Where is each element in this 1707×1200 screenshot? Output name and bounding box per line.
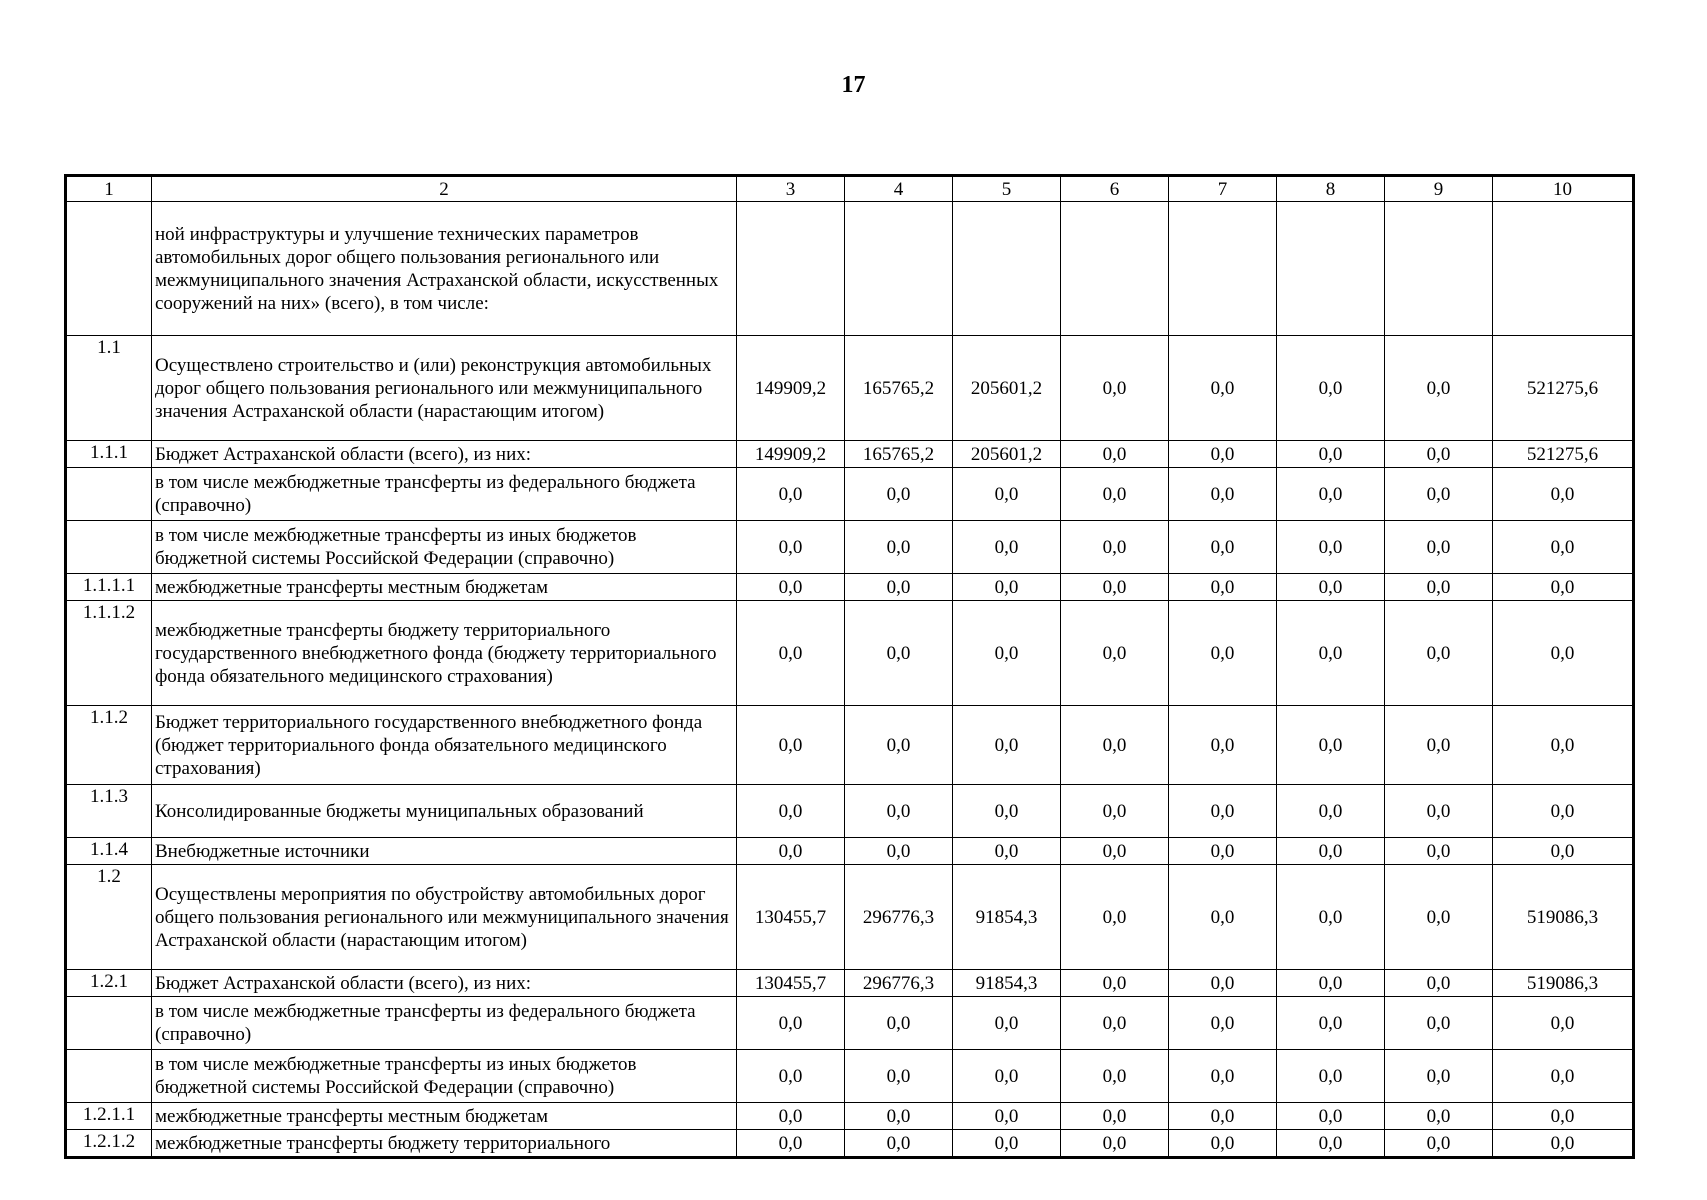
value-cell-col-6: 0,0 [1061,1103,1169,1130]
value-cell-col-3: 0,0 [737,838,845,865]
value-cell-col-3: 149909,2 [737,336,845,441]
row-description: в том числе межбюджетные трансферты из иных бюджетов бюджетной системы Российской Федерации (справочно) [152,521,737,574]
row-code: 1.2.1.1 [66,1103,152,1130]
value-cell-col-3: 0,0 [737,468,845,521]
value-cell-col-5: 0,0 [953,1103,1061,1130]
value-cell-col-4: 0,0 [845,997,953,1050]
value-cell-col-4: 0,0 [845,1103,953,1130]
value-cell-col-10: 521275,6 [1493,336,1634,441]
value-cell-col-5: 205601,2 [953,441,1061,468]
table-row [66,706,1634,785]
value-cell-col-8: 0,0 [1277,865,1385,970]
value-cell-col-8: 0,0 [1277,706,1385,785]
value-cell-col-9: 0,0 [1385,521,1493,574]
value-cell-col-5: 91854,3 [953,865,1061,970]
value-cell-col-7: 0,0 [1169,521,1277,574]
value-cell-col-3: 0,0 [737,574,845,601]
header-cell: 2 [152,176,737,202]
value-cell-col-3: 149909,2 [737,441,845,468]
value-cell-col-6 [1061,202,1169,336]
value-cell-col-9: 0,0 [1385,574,1493,601]
value-cell-col-7: 0,0 [1169,468,1277,521]
row-code: 1.2.1.2 [66,1130,152,1158]
row-description: в том числе межбюджетные трансферты из федерального бюджета (справочно) [152,997,737,1050]
value-cell-col-3: 0,0 [737,601,845,706]
value-cell-col-5: 0,0 [953,574,1061,601]
value-cell-col-10: 0,0 [1493,706,1634,785]
header-cell: 6 [1061,176,1169,202]
value-cell-col-8: 0,0 [1277,1130,1385,1158]
value-cell-col-6: 0,0 [1061,970,1169,997]
value-cell-col-6: 0,0 [1061,441,1169,468]
value-cell-col-8: 0,0 [1277,441,1385,468]
value-cell-col-10: 0,0 [1493,997,1634,1050]
table-row [66,838,1634,865]
table-row [66,997,1634,1050]
header-cell: 1 [66,176,152,202]
value-cell-col-10: 0,0 [1493,521,1634,574]
value-cell-col-7: 0,0 [1169,785,1277,838]
value-cell-col-7: 0,0 [1169,865,1277,970]
value-cell-col-6: 0,0 [1061,521,1169,574]
value-cell-col-8: 0,0 [1277,1103,1385,1130]
value-cell-col-8 [1277,202,1385,336]
value-cell-col-3: 130455,7 [737,970,845,997]
value-cell-col-5: 0,0 [953,1130,1061,1158]
value-cell-col-9 [1385,202,1493,336]
value-cell-col-9: 0,0 [1385,997,1493,1050]
value-cell-col-9: 0,0 [1385,1050,1493,1103]
row-description: Осуществлены мероприятия по обустройству автомобильных дорог общего пользования регионального или межмуниципального значения Астраханской области (нарастающим итогом) [152,865,737,970]
row-description: межбюджетные трансферты бюджету территориального [152,1130,737,1158]
value-cell-col-3: 130455,7 [737,865,845,970]
value-cell-col-7 [1169,202,1277,336]
value-cell-col-4: 296776,3 [845,970,953,997]
value-cell-col-4: 296776,3 [845,865,953,970]
table-row [66,601,1634,706]
value-cell-col-8: 0,0 [1277,838,1385,865]
value-cell-col-9: 0,0 [1385,601,1493,706]
row-description: межбюджетные трансферты бюджету территориального государственного внебюджетного фонда (бюджету территориального фонда обязательного медицинского страхования) [152,601,737,706]
row-code [66,997,152,1050]
value-cell-col-7: 0,0 [1169,1130,1277,1158]
row-description: Осуществлено строительство и (или) реконструкция автомобильных дорог общего пользования регионального или межмуниципального значения Астраханской области (нарастающим итогом) [152,336,737,441]
table-row [66,1050,1634,1103]
value-cell-col-6: 0,0 [1061,785,1169,838]
header-cell: 5 [953,176,1061,202]
row-code: 1.1.4 [66,838,152,865]
value-cell-col-8: 0,0 [1277,1050,1385,1103]
header-cell: 4 [845,176,953,202]
row-description: Бюджет Астраханской области (всего), из них: [152,441,737,468]
value-cell-col-9: 0,0 [1385,838,1493,865]
table-row [66,441,1634,468]
value-cell-col-8: 0,0 [1277,336,1385,441]
value-cell-col-5 [953,202,1061,336]
value-cell-col-7: 0,0 [1169,997,1277,1050]
value-cell-col-4: 0,0 [845,1050,953,1103]
value-cell-col-3 [737,202,845,336]
value-cell-col-5: 0,0 [953,521,1061,574]
value-cell-col-9: 0,0 [1385,785,1493,838]
value-cell-col-10: 0,0 [1493,1050,1634,1103]
value-cell-col-7: 0,0 [1169,838,1277,865]
header-cell: 10 [1493,176,1634,202]
table-body [66,176,1634,1158]
value-cell-col-4: 0,0 [845,785,953,838]
row-code [66,202,152,336]
row-code: 1.1.1.1 [66,574,152,601]
value-cell-col-6: 0,0 [1061,468,1169,521]
value-cell-col-9: 0,0 [1385,1103,1493,1130]
value-cell-col-3: 0,0 [737,785,845,838]
value-cell-col-8: 0,0 [1277,468,1385,521]
header-cell: 9 [1385,176,1493,202]
row-description: Внебюджетные источники [152,838,737,865]
value-cell-col-5: 0,0 [953,785,1061,838]
value-cell-col-9: 0,0 [1385,441,1493,468]
value-cell-col-10: 519086,3 [1493,970,1634,997]
row-code: 1.1 [66,336,152,441]
table-row [66,1103,1634,1130]
value-cell-col-7: 0,0 [1169,601,1277,706]
value-cell-col-6: 0,0 [1061,1130,1169,1158]
value-cell-col-3: 0,0 [737,521,845,574]
value-cell-col-3: 0,0 [737,1050,845,1103]
row-description: ной инфраструктуры и улучшение технических параметров автомобильных дорог общего пользования регионального или межмуниципального значения Астраханской области, искусственных сооружений на них» (всего), в том числе: [152,202,737,336]
table-row [66,336,1634,441]
budget-table [64,174,1635,1159]
table-row [66,970,1634,997]
value-cell-col-9: 0,0 [1385,468,1493,521]
value-cell-col-7: 0,0 [1169,1103,1277,1130]
value-cell-col-4: 0,0 [845,706,953,785]
value-cell-col-6: 0,0 [1061,706,1169,785]
value-cell-col-8: 0,0 [1277,970,1385,997]
row-code: 1.2 [66,865,152,970]
header-cell: 3 [737,176,845,202]
value-cell-col-3: 0,0 [737,706,845,785]
value-cell-col-5: 0,0 [953,601,1061,706]
value-cell-col-6: 0,0 [1061,336,1169,441]
table-row [66,785,1634,838]
value-cell-col-7: 0,0 [1169,1050,1277,1103]
value-cell-col-8: 0,0 [1277,601,1385,706]
row-code: 1.1.2 [66,706,152,785]
value-cell-col-7: 0,0 [1169,336,1277,441]
row-description: межбюджетные трансферты местным бюджетам [152,1103,737,1130]
value-cell-col-10: 0,0 [1493,601,1634,706]
value-cell-col-10: 521275,6 [1493,441,1634,468]
table-row [66,574,1634,601]
header-row [66,176,1634,202]
value-cell-col-8: 0,0 [1277,574,1385,601]
value-cell-col-10: 0,0 [1493,1103,1634,1130]
value-cell-col-6: 0,0 [1061,997,1169,1050]
value-cell-col-6: 0,0 [1061,601,1169,706]
value-cell-col-4: 0,0 [845,601,953,706]
value-cell-col-4: 0,0 [845,1130,953,1158]
value-cell-col-5: 205601,2 [953,336,1061,441]
value-cell-col-8: 0,0 [1277,521,1385,574]
row-code: 1.2.1 [66,970,152,997]
header-cell: 8 [1277,176,1385,202]
row-code: 1.1.1.2 [66,601,152,706]
value-cell-col-10: 0,0 [1493,838,1634,865]
value-cell-col-3: 0,0 [737,1130,845,1158]
value-cell-col-4: 0,0 [845,468,953,521]
value-cell-col-7: 0,0 [1169,706,1277,785]
value-cell-col-7: 0,0 [1169,970,1277,997]
page-number: 17 [841,72,866,98]
value-cell-col-6: 0,0 [1061,574,1169,601]
row-code [66,521,152,574]
value-cell-col-6: 0,0 [1061,838,1169,865]
value-cell-col-4 [845,202,953,336]
value-cell-col-9: 0,0 [1385,970,1493,997]
value-cell-col-4: 165765,2 [845,441,953,468]
value-cell-col-4: 165765,2 [845,336,953,441]
table-row [66,468,1634,521]
value-cell-col-7: 0,0 [1169,441,1277,468]
table-row [66,202,1634,336]
value-cell-col-8: 0,0 [1277,997,1385,1050]
value-cell-col-10 [1493,202,1634,336]
row-description: в том числе межбюджетные трансферты из иных бюджетов бюджетной системы Российской Федерации (справочно) [152,1050,737,1103]
row-description: межбюджетные трансферты местным бюджетам [152,574,737,601]
row-description: Бюджет территориального государственного внебюджетного фонда (бюджет территориального фонда обязательного медицинского страхования) [152,706,737,785]
row-code [66,1050,152,1103]
value-cell-col-3: 0,0 [737,1103,845,1130]
value-cell-col-6: 0,0 [1061,1050,1169,1103]
row-code [66,468,152,521]
value-cell-col-10: 0,0 [1493,574,1634,601]
table-row [66,865,1634,970]
value-cell-col-10: 0,0 [1493,468,1634,521]
value-cell-col-4: 0,0 [845,574,953,601]
value-cell-col-5: 0,0 [953,706,1061,785]
value-cell-col-5: 0,0 [953,997,1061,1050]
value-cell-col-9: 0,0 [1385,1130,1493,1158]
value-cell-col-4: 0,0 [845,521,953,574]
value-cell-col-6: 0,0 [1061,865,1169,970]
value-cell-col-5: 91854,3 [953,970,1061,997]
row-description: в том числе межбюджетные трансферты из федерального бюджета (справочно) [152,468,737,521]
row-code: 1.1.3 [66,785,152,838]
value-cell-col-10: 0,0 [1493,785,1634,838]
value-cell-col-9: 0,0 [1385,336,1493,441]
value-cell-col-10: 519086,3 [1493,865,1634,970]
value-cell-col-9: 0,0 [1385,706,1493,785]
header-cell: 7 [1169,176,1277,202]
value-cell-col-5: 0,0 [953,1050,1061,1103]
value-cell-col-10: 0,0 [1493,1130,1634,1158]
row-description: Консолидированные бюджеты муниципальных образований [152,785,737,838]
table-row [66,521,1634,574]
value-cell-col-4: 0,0 [845,838,953,865]
value-cell-col-3: 0,0 [737,997,845,1050]
value-cell-col-8: 0,0 [1277,785,1385,838]
value-cell-col-5: 0,0 [953,468,1061,521]
row-description: Бюджет Астраханской области (всего), из них: [152,970,737,997]
table-row [66,1130,1634,1158]
row-code: 1.1.1 [66,441,152,468]
value-cell-col-9: 0,0 [1385,865,1493,970]
value-cell-col-7: 0,0 [1169,574,1277,601]
value-cell-col-5: 0,0 [953,838,1061,865]
